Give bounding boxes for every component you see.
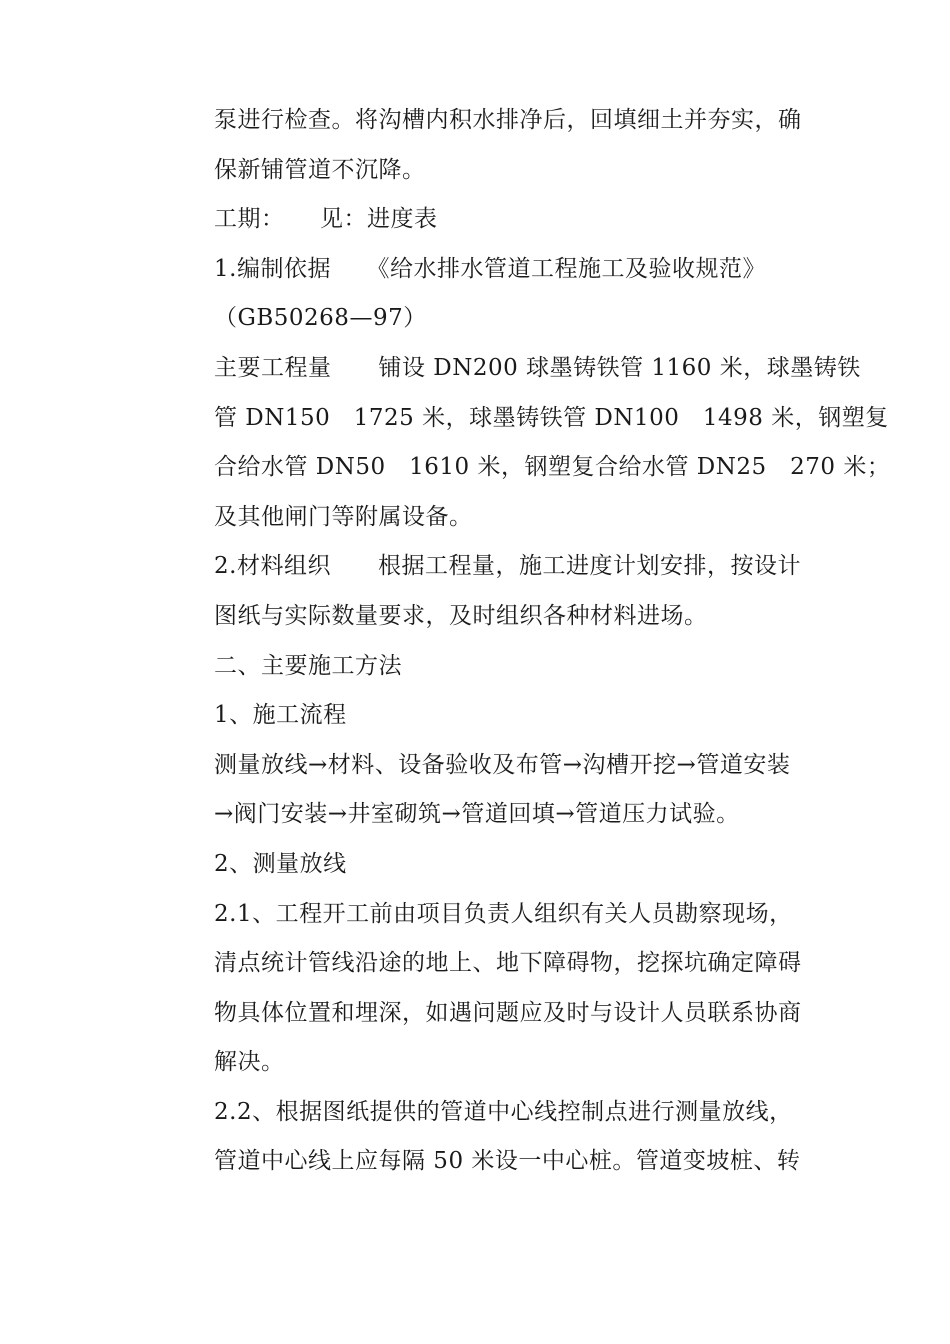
section-heading: 二、主要施工方法 [214,652,402,679]
text-line: 2.2、根据图纸提供的管道中心线控制点进行测量放线， [214,1098,793,1125]
text-line: 2.材料组织 根据工程量，施工进度计划安排，按设计 [214,553,801,580]
text-line: 泵进行检查。将沟槽内积水排净后，回填细土并夯实，确 [214,107,802,133]
text-line: 保新铺管道不沉降。 [214,156,426,183]
text-line: 清点统计管线沿途的地上、地下障碍物，挖探坑确定障碍 [214,950,802,977]
text-line: 合给水管 DN50 1610 米，钢塑复合给水管 DN25 270 米； [214,454,891,481]
text-line: 管道中心线上应每隔 50 米设一中心桩。管道变坡桩、转 [214,1148,801,1175]
document-body [214,96,891,1187]
text-line: 及其他闸门等附属设备。 [214,503,473,530]
text-line: →阀门安装→井室砌筑→管道回填→管道压力试验。 [214,801,740,828]
text-line: 主要工程量 铺设 DN200 球墨铸铁管 1160 米，球墨铸铁 [214,354,861,381]
text-line: 物具体位置和埋深，如遇问题应及时与设计人员联系协商 [214,999,802,1026]
text-line: 工期： 见：进度表 [214,206,438,233]
text-line: 图纸与实际数量要求，及时组织各种材料进场。 [214,602,708,629]
text-line: 1.编制依据 《给水排水管道工程施工及验收规范》 [214,255,766,282]
text-line: 2.1、工程开工前由项目负责人组织有关人员勘察现场， [214,900,793,927]
text-line: （GB50268—97） [214,305,427,332]
text-line: 管 DN150 1725 米，球墨铸铁管 DN100 1498 米，钢塑复 [214,404,889,431]
text-line: 测量放线→材料、设备验收及布管→沟槽开挖→管道安装 [214,751,791,778]
subsection-heading: 1、施工流程 [214,702,347,729]
text-line: 解决。 [214,1049,285,1076]
subsection-heading: 2、测量放线 [214,850,347,877]
